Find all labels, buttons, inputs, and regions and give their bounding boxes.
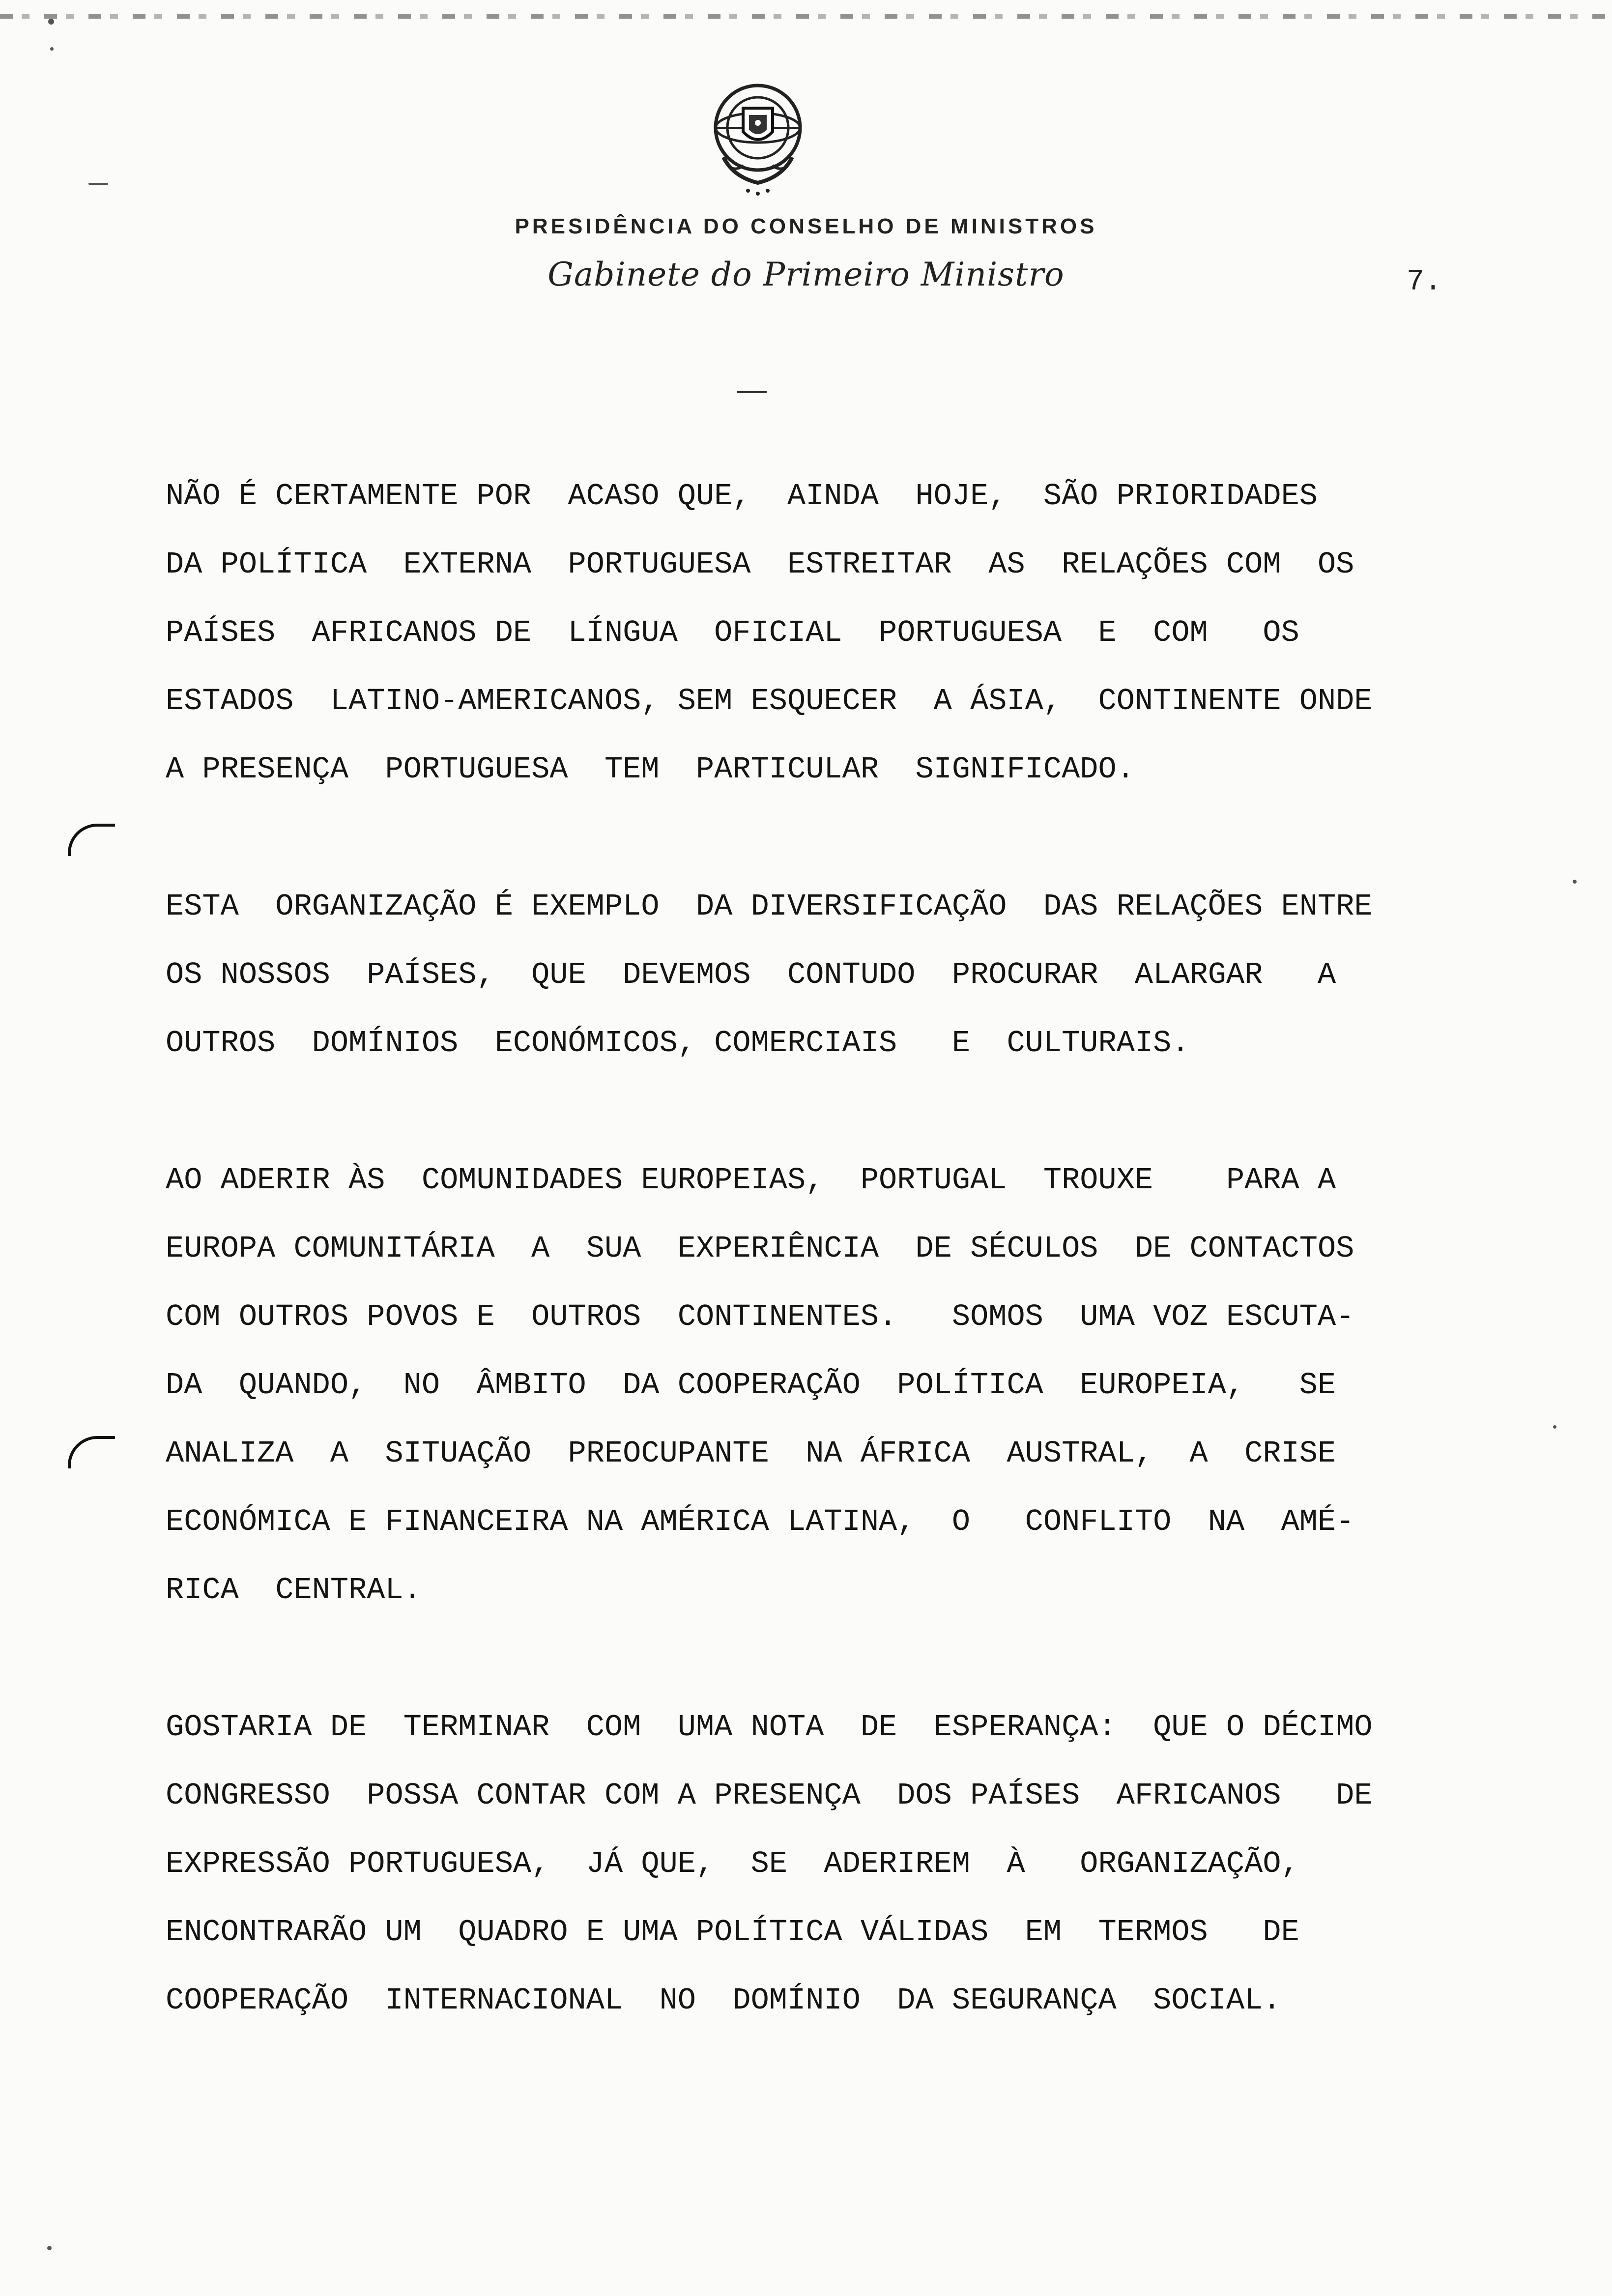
- text-line: A PRESENÇA PORTUGUESA TEM PARTICULAR SIGNIFICADO.: [166, 752, 1135, 787]
- paragraph: [166, 462, 1542, 804]
- text-line: NÃO É CERTAMENTE POR ACASO QUE, AINDA HOJE, SÃO PRIORIDADES: [166, 479, 1318, 514]
- paragraph: [166, 1693, 1542, 2035]
- text-line: DA QUANDO, NO ÂMBITO DA COOPERAÇÃO POLÍTICA EUROPEIA, SE: [166, 1368, 1336, 1403]
- text-line: EUROPA COMUNITÁRIA A SUA EXPERIÊNCIA DE SÉCULOS DE CONTACTOS: [166, 1231, 1354, 1266]
- text-line: ESTA ORGANIZAÇÃO É EXEMPLO DA DIVERSIFICAÇÃO DAS RELAÇÕES ENTRE: [166, 889, 1373, 924]
- text-line: CONGRESSO POSSA CONTAR COM A PRESENÇA DOS PAÍSES AFRICANOS DE: [166, 1778, 1373, 1813]
- text-line: ESTADOS LATINO-AMERICANOS, SEM ESQUECER A ÁSIA, CONTINENTE ONDE: [166, 684, 1373, 718]
- text-line: COM OUTROS POVOS E OUTROS CONTINENTES. SOMOS UMA VOZ ESCUTA-: [166, 1299, 1354, 1334]
- header-subtitle-handwritten: Gabinete do Primeiro Ministro: [547, 256, 1065, 293]
- text-line: EXPRESSÃO PORTUGUESA, JÁ QUE, SE ADERIREM À ORGANIZAÇÃO,: [166, 1846, 1299, 1881]
- scan-speck: [50, 47, 54, 51]
- separator-dash: [737, 391, 767, 393]
- scan-speck: [48, 19, 54, 25]
- page-number: 7.: [1407, 265, 1442, 299]
- text-line: RICA CENTRAL.: [166, 1573, 422, 1607]
- text-line: OS NOSSOS PAÍSES, QUE DEVEMOS CONTUDO PROCURAR ALARGAR A: [166, 957, 1336, 992]
- scan-speck: [1573, 880, 1577, 884]
- text-line: COOPERAÇÃO INTERNACIONAL NO DOMÍNIO DA SEGURANÇA SOCIAL.: [166, 1983, 1281, 2018]
- text-line: AO ADERIR ÀS COMUNIDADES EUROPEIAS, PORTUGAL TROUXE PARA A: [166, 1163, 1336, 1198]
- scan-speck: [47, 2246, 52, 2250]
- text-line: ENCONTRARÃO UM QUADRO E UMA POLÍTICA VÁLIDAS EM TERMOS DE: [166, 1915, 1299, 1950]
- header-title: PRESIDÊNCIA DO CONSELHO DE MINISTROS: [515, 214, 1097, 238]
- paragraph: [166, 1146, 1542, 1624]
- margin-mark: [68, 1436, 115, 1468]
- text-line: PAÍSES AFRICANOS DE LÍNGUA OFICIAL PORTUGUESA E COM OS: [166, 615, 1299, 650]
- scan-speck: [1553, 1425, 1556, 1429]
- text-line: ECONÓMICA E FINANCEIRA NA AMÉRICA LATINA, O CONFLITO NA AMÉ-: [166, 1504, 1354, 1539]
- coat-of-arms-seal-icon: [704, 74, 812, 201]
- scan-speck: [88, 183, 108, 185]
- scan-edge-artifact: [0, 14, 1612, 19]
- text-line: OUTROS DOMÍNIOS ECONÓMICOS, COMERCIAIS E CULTURAIS.: [166, 1026, 1190, 1061]
- text-line: GOSTARIA DE TERMINAR COM UMA NOTA DE ESPERANÇA: QUE O DÉCIMO: [166, 1710, 1373, 1745]
- paragraph: [166, 872, 1542, 1077]
- text-line: DA POLÍTICA EXTERNA PORTUGUESA ESTREITAR AS RELAÇÕES COM OS: [166, 547, 1354, 582]
- text-line: ANALIZA A SITUAÇÃO PREOCUPANTE NA ÁFRICA AUSTRAL, A CRISE: [166, 1436, 1336, 1471]
- document-body: [166, 462, 1542, 2103]
- margin-mark: [68, 824, 115, 856]
